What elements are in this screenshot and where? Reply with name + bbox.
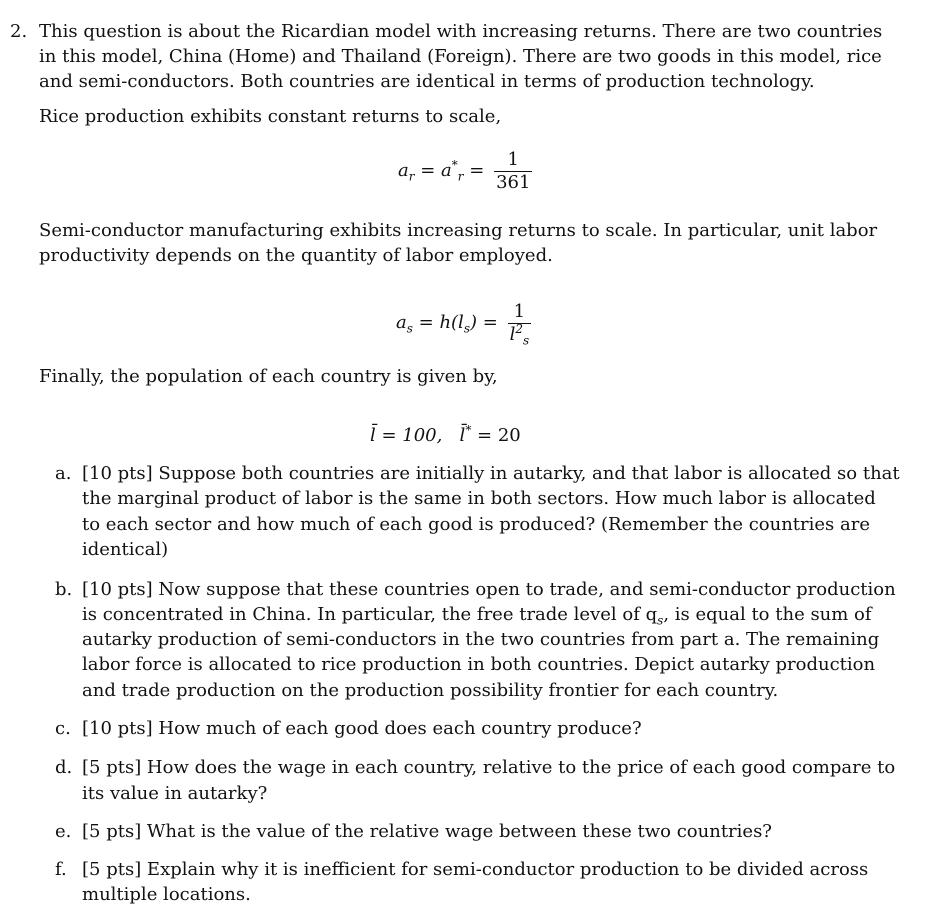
eq1-fraction: [494, 149, 532, 194]
equation-rice-unit-labor: [398, 146, 536, 196]
part-c-label: c.: [55, 718, 71, 739]
eq2-den-sup: 2: [515, 321, 523, 336]
eq2-sub-s: s: [406, 321, 413, 336]
semi-line-2: productivity depends on the quantity of labor employed.: [39, 245, 553, 266]
part-e-line-1: [5 pts] What is the value of the relative wage between these two countries?: [82, 821, 772, 842]
semi-line-1: Semi-conductor manufacturing exhibits increasing returns to scale. In particular, unit labor: [39, 220, 878, 241]
rice-statement: Rice production exhibits constant returns to scale,: [39, 106, 502, 127]
part-b-line-3: autarky production of semi-conductors in the two countries from part a. The remaining: [82, 629, 880, 650]
part-d-line-1: [5 pts] How does the wage in each country, relative to the price of each good compare to: [82, 757, 896, 778]
eq2-close: ) =: [470, 312, 498, 333]
question-number: 2.: [10, 21, 28, 42]
eq2-den-l: l: [509, 323, 516, 345]
eq1-numerator: 1: [494, 149, 532, 172]
eq3-home: l̄ = 100,: [370, 425, 443, 446]
part-f-line-1: [5 pts] Explain why it is inefficient for semi-conductor production to be divided across: [82, 859, 869, 880]
intro-line-2: in this model, China (Home) and Thailand (Foreign). There are two goods in this model, rice: [39, 46, 882, 67]
eq1-astar: a: [441, 160, 452, 181]
part-b-line-2: [82, 603, 872, 627]
eq1-sub-r2: r: [457, 169, 464, 184]
part-f-line-2: multiple locations.: [82, 884, 251, 905]
eq2-fraction: [508, 301, 532, 346]
part-a-line-1: [10 pts] Suppose both countries are initially in autarky, and that labor is allocated so that: [82, 463, 900, 484]
eq2-mid: = h(l: [418, 312, 464, 333]
equation-population: [370, 424, 521, 448]
eq2-den-sub: s: [522, 333, 530, 348]
eq1-sub-r: r: [408, 169, 415, 184]
part-b-line-4: labor force is allocated to rice production in both countries. Depict autarky production: [82, 654, 876, 675]
eq1-denominator: 361: [496, 171, 531, 193]
part-b-line-2-tail: , is equal to the sum of: [663, 604, 872, 625]
eq1-sup-star: *: [451, 158, 458, 172]
part-a-line-4: identical): [82, 539, 169, 560]
part-e-label: e.: [55, 821, 72, 842]
part-b-line-5: and trade production on the production possibility frontier for each country.: [82, 680, 779, 701]
part-f-label: f.: [55, 859, 67, 880]
intro-line-1: This question is about the Ricardian model with increasing returns. There are two countries: [39, 21, 883, 42]
intro-line-3: and semi-conductors. Both countries are identical in terms of production technology.: [39, 71, 815, 92]
part-d-label: d.: [55, 757, 73, 778]
eq3-foreign-value: = 20: [477, 425, 521, 446]
part-b-label: b.: [55, 579, 73, 600]
eq1-equals-2: =: [469, 160, 485, 181]
eq3-foreign-l: l̄: [459, 425, 466, 446]
eq2-denominator: [508, 321, 532, 348]
population-statement: Finally, the population of each country is given by,: [39, 366, 498, 387]
equation-semiconductor-unit-labor: [396, 298, 535, 348]
part-b-line-2-head: is concentrated in China. In particular, the free trade level of q: [82, 604, 658, 625]
eq3-sup-star: *: [465, 423, 472, 437]
part-b-line-2-sub: s: [657, 613, 664, 628]
part-a-line-3: to each sector and how much of each good is produced? (Remember the countries are: [82, 514, 871, 535]
part-c-line-1: [10 pts] How much of each good does each country produce?: [82, 718, 642, 739]
eq2-mid-sub: s: [463, 321, 470, 336]
eq2-a: a: [396, 312, 407, 333]
part-a-label: a.: [55, 463, 72, 484]
eq1-a: a: [398, 160, 409, 181]
part-b-line-1: [10 pts] Now suppose that these countries open to trade, and semi-conductor production: [82, 579, 896, 600]
part-a-line-2: the marginal product of labor is the same in both sectors. How much labor is allocated: [82, 488, 876, 509]
eq1-equals: =: [420, 160, 436, 181]
eq2-numerator: 1: [508, 301, 532, 324]
part-d-line-2: its value in autarky?: [82, 783, 268, 804]
